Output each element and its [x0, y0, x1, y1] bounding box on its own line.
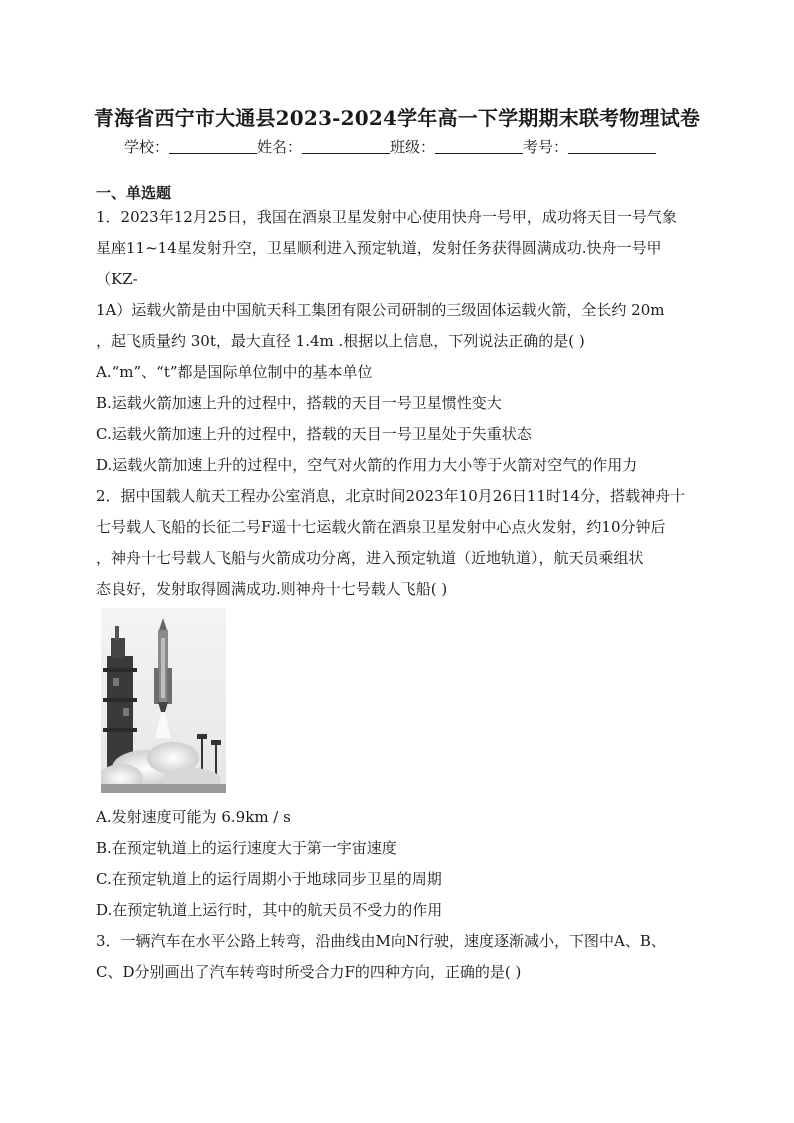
class-blank[interactable]	[435, 139, 523, 154]
question-1-line-5: ，起飞质量约 30t，最大直径 1.4m .根据以上信息，下列说法正确的是( )	[96, 332, 585, 350]
question-2-option-a: A.发射速度可能为 6.9km / s	[96, 808, 291, 826]
question-1-option-b: B.运载火箭加速上升的过程中，搭载的天目一号卫星惯性变大	[96, 394, 502, 412]
school-label: 学校：	[124, 138, 170, 156]
question-1-option-a: A.“m”、“t”都是国际单位制中的基本单位	[96, 363, 373, 381]
school-blank[interactable]	[169, 139, 257, 154]
exam-number-blank[interactable]	[568, 139, 656, 154]
name-blank[interactable]	[302, 139, 390, 154]
name-label: 姓名：	[257, 138, 303, 156]
question-1-option-c: C.运载火箭加速上升的过程中，搭载的天目一号卫星处于失重状态	[96, 425, 532, 443]
question-2-line-4: 态良好，发射取得圆满成功.则神舟十七号载人飞船( )	[96, 580, 448, 598]
rocket-launch-photo	[101, 608, 226, 793]
question-1-line-3: （KZ-	[96, 270, 138, 288]
class-label: 班级：	[390, 138, 436, 156]
question-1-line-4: 1A）运载火箭是由中国航天科工集团有限公司研制的三级固体运载火箭，全长约 20m	[96, 301, 665, 319]
question-1-option-d: D.运载火箭加速上升的过程中，空气对火箭的作用力大小等于火箭对空气的作用力	[96, 456, 638, 474]
student-info-row	[124, 136, 684, 157]
question-1-line-2: 星座11~14星发射升空，卫星顺利进入预定轨道，发射任务获得圆满成功.快舟一号甲	[96, 239, 662, 257]
question-2-option-d: D.在预定轨道上运行时，其中的航天员不受力的作用	[96, 901, 443, 919]
question-2-line-2: 七号载人飞船的长征二号F遥十七运载火箭在酒泉卫星发射中心点火发射，约10分钟后	[96, 518, 666, 536]
question-2-line-3: ，神舟十七号载人飞船与火箭成功分离，进入预定轨道（近地轨道），航天员乘组状	[96, 549, 644, 567]
question-1-line-1: 1．2023年12月25日，我国在酒泉卫星发射中心使用快舟一号甲，成功将天目一号气象	[96, 208, 677, 226]
question-3-line-1: 3．一辆汽车在水平公路上转弯，沿曲线由M向N行驶，速度逐渐减小，下图中A、B、	[96, 932, 666, 950]
exam-title: 青海省西宁市大通县2023-2024学年高一下学期期末联考物理试卷	[93, 106, 701, 130]
question-2-line-1: 2．据中国载人航天工程办公室消息，北京时间2023年10月26日11时14分，搭载神舟十	[96, 487, 686, 505]
question-3-line-2: C、D分别画出了汽车转弯时所受合力F的四种方向，正确的是( )	[96, 963, 522, 981]
question-2-option-c: C.在预定轨道上的运行周期小于地球同步卫星的周期	[96, 870, 442, 888]
exam-number-label: 考号：	[523, 138, 569, 156]
section-heading: 一、单选题	[96, 184, 172, 202]
question-2-option-b: B.在预定轨道上的运行速度大于第一宇宙速度	[96, 839, 397, 857]
